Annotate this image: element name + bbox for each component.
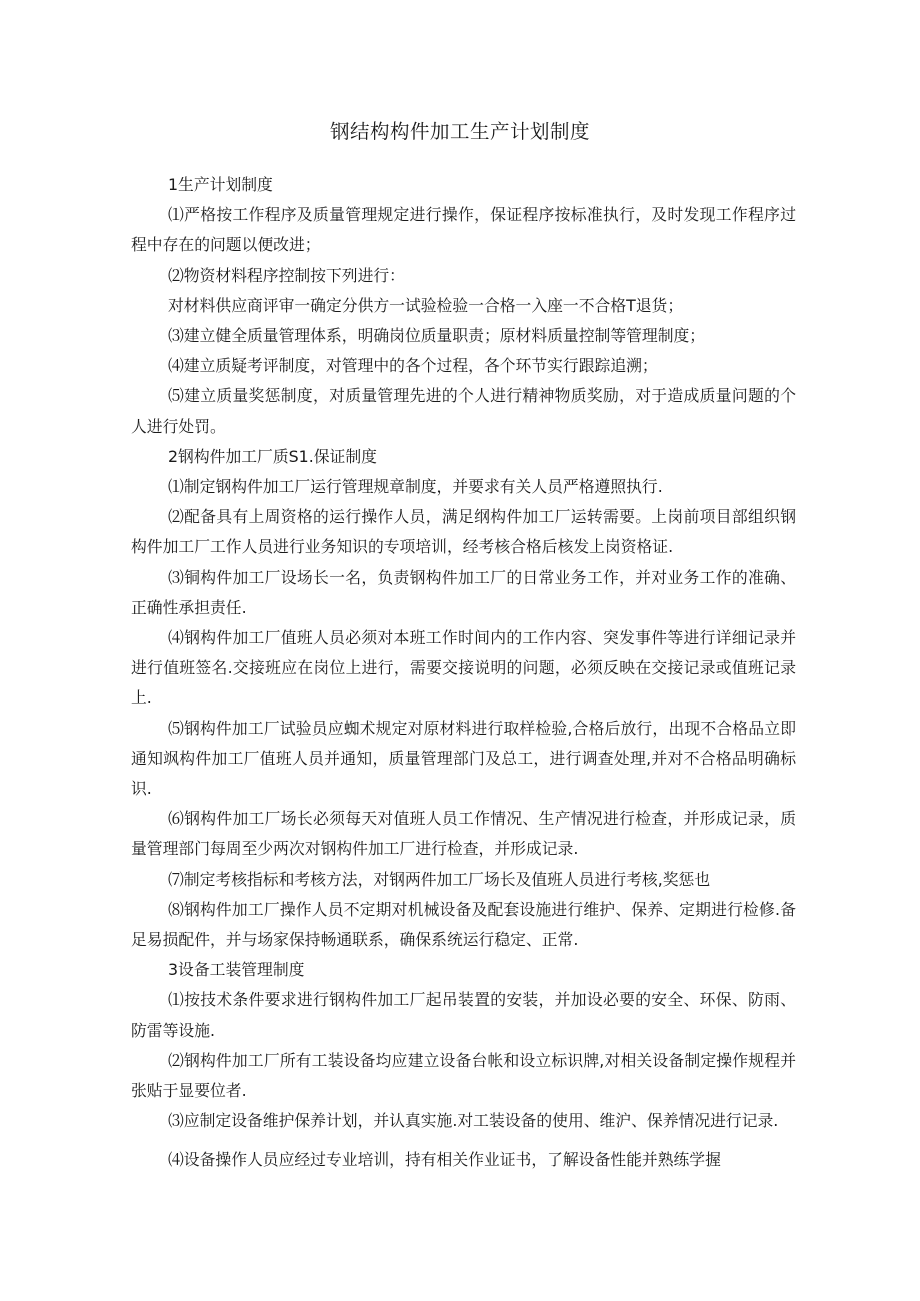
paragraph: ⑵钢构件加工厂所有工装设备均应建立设备台帐和设立标识牌,对相关设备制定操作规程并张贴于显要位者. [131, 1050, 796, 1101]
document-title: 钢结构构件加工生产计划制度 [329, 120, 590, 143]
paragraph: ⑶应制定设备维护保养计划，并认真实施.对工装设备的使用、维沪、保养情况进行记录. [168, 1111, 779, 1131]
section-heading: 1生产计划制度 [168, 175, 273, 194]
paragraph: ⑴按技术条件要求进行钢构件加工厂起吊装置的安装，并加设必要的安全、环保、防雨、防雷等设施. [131, 990, 796, 1040]
paragraph: ⑸钢构件加工厂试验员应蜘术规定对原材料进行取样检验,合格后放行，出现不合格品立即通知飒构件加工厂值班人员并通知，质量管理部门及总工，进行调查处理,并对不合格品明确标识. [131, 718, 796, 799]
paragraph: ⑴制定钢构件加工厂运行管理规章制度，并要求有关人员严格遵照执行. [168, 477, 663, 497]
paragraph: ⑴严格按工作程序及质量管理规定进行操作，保证程序按标准执行，及时发现工作程序过程中存在的问题以便改进； [131, 205, 796, 255]
paragraph: ⑹钢构件加工厂场长必须每天对值班人员工作情况、生产情况进行检查，并形成记录，质量管理部门每周至少两次对钢构件加工厂进行检查，并形成记录. [131, 809, 796, 859]
paragraph: ⑵物资材料程序控制按下列进行： [168, 265, 405, 285]
paragraph: ⑷建立质疑考评制度，对管理中的各个过程，各个环节实行跟踪追溯； [168, 356, 658, 376]
paragraph: ⑶铜构件加工厂设场长一名，负责钢构件加工厂的日常业务工作，并对业务工作的准确、正确性承担责任. [131, 567, 796, 617]
paragraph: ⑵配备具有上周资格的运行操作人员，满足纲构件加工厂运转需要。上岗前项目部组织钢构件加工厂工作人员进行业务知识的专项培训，经考核合格后核发上岗资格证. [131, 507, 796, 557]
document-body [131, 170, 796, 1175]
paragraph: ⑷设备操作人员应经过专业培训，持有相关作业证书，了解设备性能并熟练学握 [168, 1149, 721, 1169]
paragraph: 对材料供应商评审一确定分供方一试验检验一合格一入座一不合格T退货； [168, 295, 684, 315]
paragraph: ⑷钢构件加工厂值班人员必须对本班工作时间内的工作内容、突发事件等进行详细记录并进行值班签名.交接班应在岗位上进行，需要交接说明的问题，必须反映在交接记录或值班记录上. [131, 628, 796, 708]
paragraph: ⑻钢构件加工厂操作人员不定期对机械设备及配套设施进行维护、保养、定期进行检修.备足易损配件，并与场家保持畅通联系，确保系统运行稳定、正常. [131, 899, 796, 950]
section-heading: 2钢构件加工厂质S1.保证制度 [168, 446, 377, 466]
paragraph: ⑶建立健全质量管理体系，明确岗位质量职责；原材料质量控制等管理制度； [168, 326, 706, 346]
paragraph: ⑸建立质量奖惩制度，对质量管理先进的个人进行精神物质奖励，对于造成质量问题的个人进行处罚。 [131, 386, 796, 436]
section-heading: 3设备工装管理制度 [168, 960, 305, 980]
paragraph: ⑺制定考核指标和考核方法，对钢两件加工厂场长及值班人员进行考核,奖惩也 [168, 869, 711, 889]
